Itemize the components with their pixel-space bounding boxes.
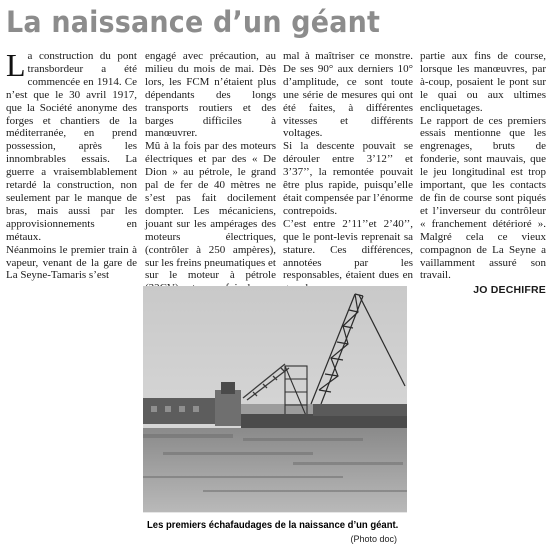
photo-caption-box — [143, 512, 407, 553]
paragraph-text: a construction du pont transbordeur a été commencée en 1914. Ce n’est que le 30 avril 1917, que la Société anonyme des forges et chantiers de la méditerranée, en prend possession, après les innombrables essais. La guerre a vraisemblablement retardé la construction, non seulement par le manque de bras, mais aussi par les approvisionnements en métaux. — [6, 50, 137, 243]
author-signature: JO DECHIFRE — [473, 284, 546, 297]
photo-caption: Les premiers échafaudages de la naissance d’un géant. — [147, 520, 399, 531]
text-column-3 — [283, 50, 413, 295]
historic-photo — [143, 286, 407, 512]
article-title: La naissance d’un géant — [6, 5, 381, 39]
text-column-2 — [145, 50, 276, 295]
paragraph: mal à maîtriser ce monstre. De ses 90° aux derniers 10° d’amplitude, ce sont toute une série de mesures qui ont été faites, à différentes vitesses et différents voltages. — [283, 50, 413, 140]
paragraph: Mû à la fois par des moteurs électriques et par des « De Dion » au pétrole, le grand pal de fer de 40 mètres ne s’est pas fait docilement dompter. Les mécaniciens, jouant sur les ampérages des moteurs électriques, (contrôler à 250 ampères), sur les freins pneumatiques et sur le moteur à pétrole — [145, 140, 276, 282]
text-column-4 — [420, 50, 546, 297]
paragraph: Néanmoins le premier train à vapeur, venant de la gare de La Seyne-Tamaris s’est — [6, 243, 137, 282]
paragraph: partie aux fins de course, lorsque les manœuvres, par à-coup, posaient le pont sur le quai ou aux ultimes encliquetages. — [420, 50, 546, 114]
text-column-1 — [6, 47, 137, 282]
paragraph — [6, 47, 137, 244]
paragraph: engagé avec précaution, au milieu du mois de mai. Dès lors, les FCM n’étaient plus dépendants des longs transports routiers et des barges difficiles à manœuvrer. — [145, 50, 276, 140]
paragraph: C’est entre 2’11’’et 2’40’’, que le pont-levis reprenait sa stature. Ces différences, annotées par les responsables, étaient dues en — [283, 217, 413, 282]
drop-cap: L — [6, 47, 26, 83]
photo-credit: (Photo doc) — [350, 534, 397, 544]
paragraph: Si la descente pouvait se dérouler entre 3’12’’ et 3’37’’, la remontée pouvait être plus rapide, puisqu’elle était compensée par l’énorme contrepoids. — [283, 140, 413, 217]
scaffolding-photo-illustration — [143, 286, 407, 512]
paragraph: Le rapport de ces premiers essais mentionne que les engrenages, bruts de fonderie, sont mauvais, que le jeu longitudinal est trop important, que les contacts de fin de course sont piqués et l’inverseur du contrôleur « franchement détérioré ». Malgré cela ce vieux compagnon de La Seyne a vaillamment assuré son travail. — [420, 114, 546, 282]
